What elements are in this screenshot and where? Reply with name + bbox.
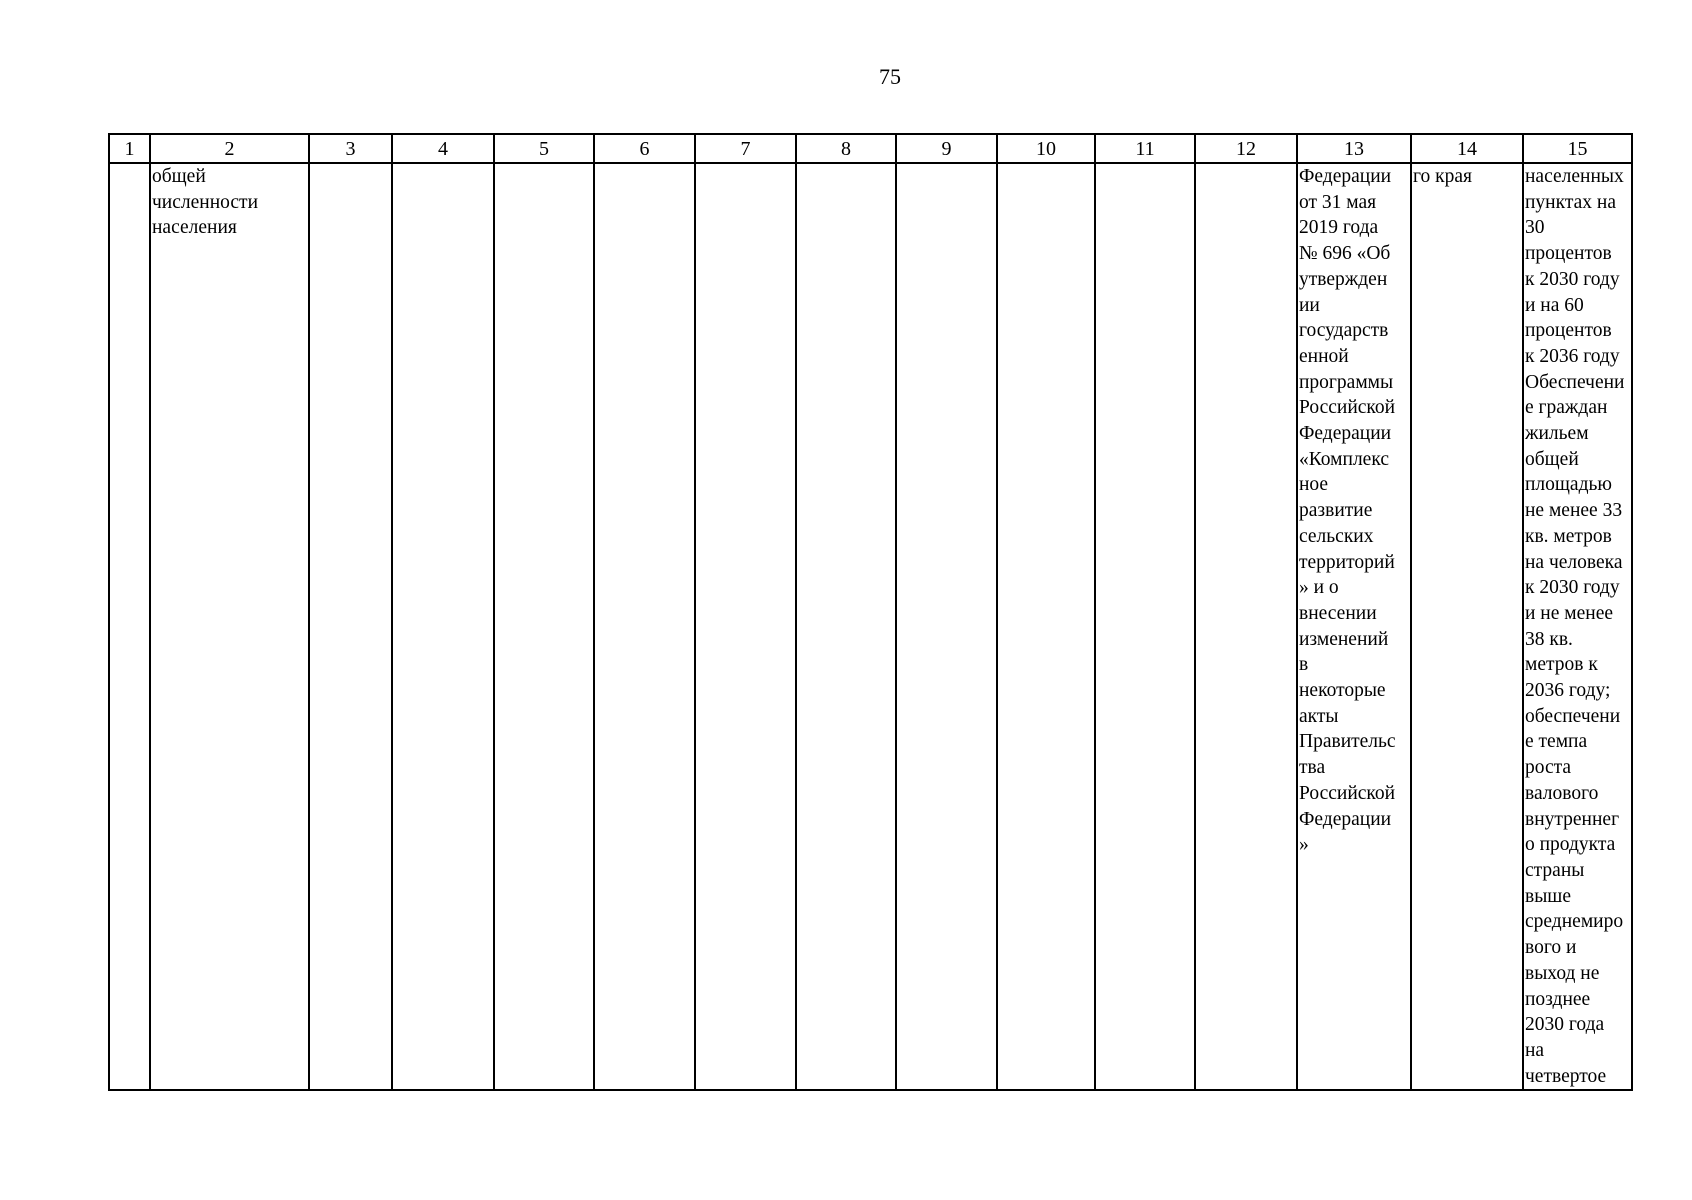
column-header-6: 6 (594, 134, 695, 163)
column-header-7: 7 (695, 134, 796, 163)
table-cell-7 (695, 163, 796, 1090)
column-header-15: 15 (1523, 134, 1632, 163)
column-header-13: 13 (1297, 134, 1411, 163)
table-cell-10 (997, 163, 1095, 1090)
table-cell-15: населенных пунктах на 30 процентов к 2030 году и на 60 процентов к 2036 году Обеспечени е граждан жильем общей площадью не менее 33 кв. метров на человека к 2030 году и не менее 38 кв. метров к 2036 году; обеспечени е темпа роста валового внутреннег о продукта страны выше среднемиро вого и выход не позднее 2030 года на четвертое (1523, 163, 1632, 1090)
column-header-4: 4 (392, 134, 494, 163)
table-cell-3 (309, 163, 392, 1090)
table-row (109, 163, 1632, 1090)
column-header-12: 12 (1195, 134, 1297, 163)
column-header-3: 3 (309, 134, 392, 163)
table-cell-12 (1195, 163, 1297, 1090)
table-cell-14: го края (1411, 163, 1523, 1090)
column-header-5: 5 (494, 134, 594, 163)
column-header-14: 14 (1411, 134, 1523, 163)
table-header-row (109, 134, 1632, 163)
table-cell-5 (494, 163, 594, 1090)
column-header-9: 9 (896, 134, 997, 163)
table-cell-8 (796, 163, 896, 1090)
page-number: 75 (879, 64, 901, 89)
data-table (108, 133, 1633, 1091)
column-header-8: 8 (796, 134, 896, 163)
column-header-10: 10 (997, 134, 1095, 163)
table-cell-2: общей численности населения (150, 163, 309, 1090)
table-cell-13: Федерации от 31 мая 2019 года № 696 «Об утвержден ии государств енной программы Российской Федерации «Комплекс ное развитие сельских территорий » и о внесении изменений в некоторые акты Правительс тва Российской Федерации » (1297, 163, 1411, 1090)
table-cell-6 (594, 163, 695, 1090)
table-cell-1 (109, 163, 150, 1090)
column-header-1: 1 (109, 134, 150, 163)
table-cell-9 (896, 163, 997, 1090)
column-header-2: 2 (150, 134, 309, 163)
column-header-11: 11 (1095, 134, 1195, 163)
table-cell-4 (392, 163, 494, 1090)
table-cell-11 (1095, 163, 1195, 1090)
